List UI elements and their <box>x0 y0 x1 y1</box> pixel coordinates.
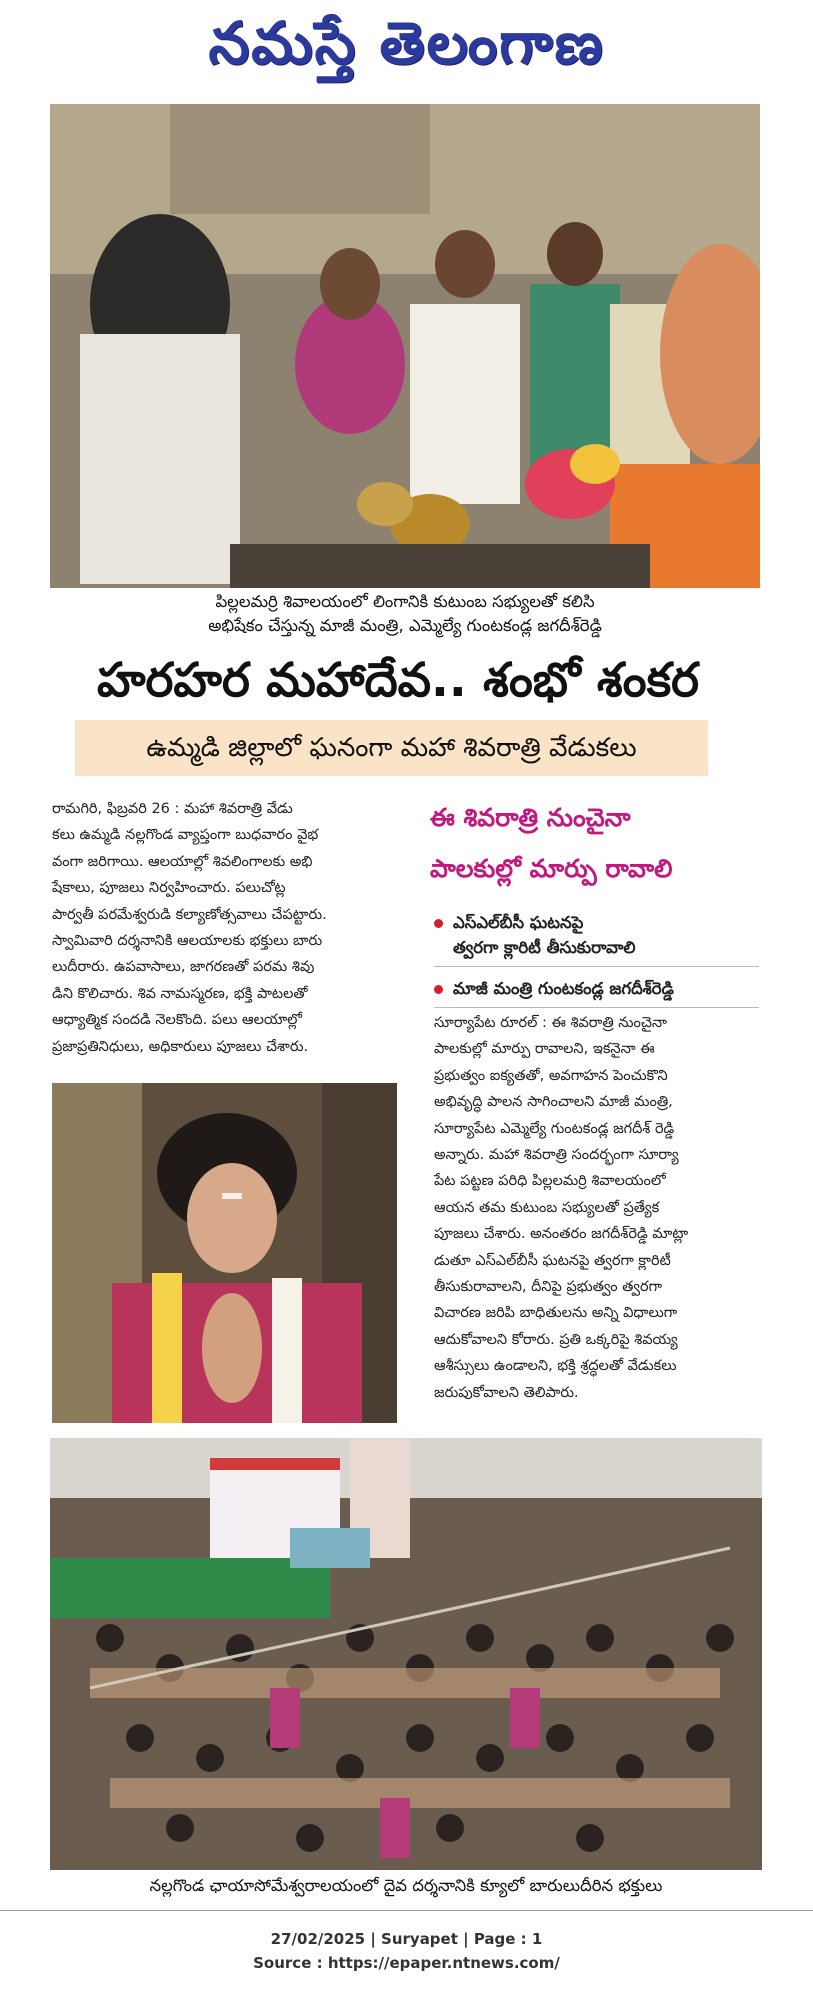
right-article-line: ఆయన తమ కుటుంబ సభ్యులతో ప్రత్యేక <box>434 1199 660 1216</box>
right-article-line: అన్నారు. మహా శివరాత్రి సందర్భంగా సూర్యా <box>434 1147 679 1164</box>
newspaper-masthead: నమస్తే తెలంగాణ <box>208 9 605 77</box>
right-article-line: తీసుకురావాలని, దీనిపై ప్రభుత్వం త్వరగా <box>434 1279 662 1296</box>
bottom-photo-caption: నల్లగొండ ఛాయాసోమేశ్వరాలయంలో దైవ దర్శనానికి క్యూలో బారులుదీరిన భక్తులు <box>149 1876 663 1895</box>
bullet-text: మాజీ మంత్రి గుంటకండ్ల జగదీశ్‌రెడ్డి <box>453 979 674 998</box>
top-photo-caption-line-2: అభిషేకం చేస్తున్న మాజీ మంత్రి, ఎమ్మెల్యే గుంటకండ్ల జగదీశ్‌రెడ్డి <box>208 616 602 635</box>
main-headline: హరహర మహాదేవ.. శంభో శంకర <box>96 653 700 708</box>
right-article-line: అభివృద్ధి పాలన సాగించాలని మాజీ మంత్రి, <box>434 1094 673 1111</box>
right-article-line: పూజలు చేశారు. అనంతరం జగదీశ్‌రెడ్డి మాట్లా <box>434 1226 689 1243</box>
right-article-line: డుతూ ఎస్‌ఎల్‌బీసీ ఘటనపై త్వరగా క్లారిటీ <box>434 1252 671 1269</box>
left-article-line: ఆధ్యాత్మిక సందడి నెలకొంది. పలు ఆలయాల్లో <box>52 1012 303 1029</box>
top-photo-abhishekam <box>50 104 760 588</box>
right-article-headline-line-1: ఈ శివరాత్రి నుంచైనా <box>430 803 631 832</box>
left-article-line: ప్రజాప్రతినిధులు, అధికారులు పూజలు చేశారు. <box>52 1038 309 1055</box>
right-article-line: ప్రభుత్వం ఐక్యతతో, అవగాహన పెంచుకొని <box>434 1067 668 1084</box>
bullet-item-continued: త్వరగా క్లారిటీ తీసుకురావాలి <box>453 938 636 957</box>
left-article <box>52 796 397 1060</box>
left-article-line: రామగిరి, ఫిబ్రవరి 26 : మహా శివరాత్రి వేడు <box>52 801 293 817</box>
left-article-line: స్వామివారి దర్శనానికి ఆలయాలకు భక్తులు బారు <box>52 933 323 950</box>
bullet-item <box>434 976 774 1001</box>
right-article-line: పాలకుల్లో మార్పు రావాలని, ఇకనైనా ఈ <box>434 1041 655 1058</box>
right-article-line: ఆదుకోవాలని కోరారు. ప్రతి ఒక్కరిపై శివయ్య <box>434 1331 678 1348</box>
right-article-line: సూర్యాపేట ఎమ్మెల్యే గుంటకండ్ల జగదీశ్ రెడ్డి <box>434 1120 675 1137</box>
left-article-line: లుదీరారు. ఉపవాసాలు, జాగరణతో పరమ శివు <box>52 959 315 976</box>
top-photo-caption-line-1: పిల్లలమర్రి శివాలయంలో లింగానికి కుటుంబ సభ్యులతో కలిసి <box>215 592 595 611</box>
bullet-dot-icon <box>434 919 443 928</box>
right-article-line: పేట పట్టణ పరిధి పిల్లలమర్రి శివాలయంలో <box>434 1173 666 1190</box>
left-article-line: పార్వతీ పరమేశ్వరుడి కల్యాణోత్సవాలు చేపట్టారు. <box>52 906 327 923</box>
right-article-headline-line-2: పాలకుల్లో మార్పు రావాలి <box>430 854 673 883</box>
left-article-line: కలు ఉమ్మడి నల్లగొండ వ్యాప్తంగా బుధవారం వైభ <box>52 827 319 844</box>
right-article-line: విచారణ జరిపి బాధితులను అన్ని విధాలుగా <box>434 1305 678 1322</box>
footer-source-link[interactable]: Source : https://epaper.ntnews.com/ <box>253 1954 560 1972</box>
right-article-line: ఆశీస్సులు ఉండాలని, భక్తి శ్రద్ధలతో వేడుకలు <box>434 1358 677 1375</box>
right-article-body <box>434 1010 764 1406</box>
bullet-item <box>434 910 774 935</box>
subheadline: ఉమ్మడి జిల్లాలో ఘనంగా మహా శివరాత్రి వేడుకలు <box>146 733 637 763</box>
left-article-line: డిని కొలిచారు. శివ నామస్మరణ, భక్తి పాటలతో <box>52 985 308 1002</box>
left-article-line: వంగా జరిగాయి. ఆలయాల్లో శివలింగాలకు అభి <box>52 853 313 870</box>
bullet-text: ఎస్‌ఎల్‌బీసీ ఘటనపై <box>453 913 584 932</box>
middle-photo-devotee <box>52 1083 397 1423</box>
left-article-line: షేకాలు, పూజలు నిర్వహించారు. పలుచోట్ల <box>52 880 286 897</box>
divider <box>434 1007 759 1008</box>
right-article-line: జరుపుకోవాలని తెలిపారు. <box>434 1384 579 1401</box>
footer-divider <box>0 1910 813 1911</box>
bottom-photo-crowd <box>50 1438 762 1870</box>
bullet-dot-icon <box>434 985 443 994</box>
divider <box>434 966 759 967</box>
footer-date-edition: 27/02/2025 | Suryapet | Page : 1 <box>270 1930 543 1948</box>
right-article-line: సూర్యాపేట రూరల్ : ఈ శివరాత్రి నుంచైనా <box>434 1015 667 1031</box>
